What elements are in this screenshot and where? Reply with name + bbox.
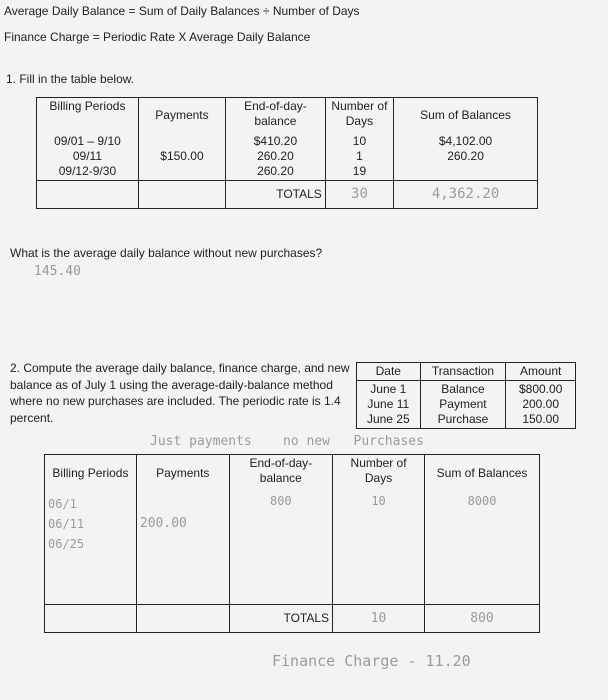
q1-prompt: 1. Fill in the table below. [6, 72, 135, 86]
q1-periods-cell [37, 133, 139, 181]
q1-balance: 260.20 [257, 148, 294, 163]
q1-header-number-of-days: Number of Days [325, 98, 393, 133]
q1-header-billing-periods: Billing Periods [37, 98, 139, 133]
q2-days: 10 [371, 493, 386, 508]
q2-period: 06/1 [48, 496, 77, 511]
q1-total-sum: 4,362.20 [394, 181, 538, 209]
q1-period: 09/12-9/30 [58, 163, 117, 178]
q2-payment [140, 494, 226, 514]
q2-sum: 8000 [467, 493, 497, 508]
q1-table [36, 97, 538, 209]
q2-payment: 200.00 [139, 515, 187, 531]
q1-header-end-of-day-balance: End-of-day-balance [226, 98, 326, 133]
q2-period: 06/11 [48, 516, 85, 531]
q1-days: 1 [356, 148, 363, 163]
q2-totals-empty [136, 605, 229, 633]
q1-period: 09/11 [72, 148, 102, 163]
q2-table [44, 454, 540, 633]
formula-average-daily-balance: Average Daily Balance = Sum of Daily Balances ÷ Number of Days [4, 4, 360, 18]
q2-sums-cell [425, 493, 540, 605]
q1-sum: 260.20 [447, 148, 484, 163]
q1-header-payments: Payments [138, 98, 225, 133]
q2-header-number-of-days: Number of Days [333, 455, 425, 493]
tx-header-amount: Amount [506, 363, 576, 381]
q1-totals-empty [37, 181, 139, 209]
tx-date: June 25 [366, 412, 410, 426]
q2-handwritten-note: Just payments no new Purchases [150, 434, 424, 449]
tx-amount: 200.00 [522, 397, 560, 411]
q1-payment [142, 134, 222, 149]
q2-balances-cell [229, 493, 332, 605]
q1-totals-empty [138, 181, 225, 209]
tx-header-transaction: Transaction [420, 363, 506, 381]
q2-days-cell [333, 493, 425, 605]
tx-type: Purchase [437, 412, 489, 426]
q1-balance: 260.20 [257, 163, 294, 178]
q1-days: 19 [352, 163, 367, 178]
tx-dates-cell [357, 381, 421, 429]
q1-header-sum-of-balances: Sum of Balances [394, 98, 538, 133]
q2-periods-cell [45, 493, 137, 605]
tx-amount: $800.00 [518, 382, 563, 396]
q1-payments-cell [138, 133, 225, 181]
formula-finance-charge: Finance Charge = Periodic Rate X Average Daily Balance [4, 30, 311, 44]
q1-period: 09/01 – 9/10 [54, 133, 121, 148]
tx-amounts-cell [506, 381, 576, 429]
tx-date: June 11 [367, 397, 410, 411]
q1-total-days: 30 [325, 181, 393, 209]
tx-date: June 1 [370, 382, 407, 396]
q2-header-end-of-day-balance: End-of-day-balance [229, 455, 332, 493]
tx-type: Payment [439, 397, 487, 411]
tx-type: Balance [441, 382, 485, 396]
q2-payments-cell [136, 493, 229, 605]
q2-balance: 800 [269, 493, 292, 508]
q1-totals-label: TOTALS [226, 181, 326, 209]
q2-transactions-table [356, 362, 576, 429]
q1-balances-cell [226, 133, 326, 181]
q2-period: 06/25 [48, 536, 85, 551]
q2-total-sum: 800 [425, 605, 540, 633]
q1-sum: $4,102.00 [438, 133, 493, 148]
tx-header-date: Date [357, 363, 421, 381]
q1-payment: $150.00 [160, 148, 204, 163]
q1-answer: 145.40 [34, 264, 81, 279]
q1-balance: $410.20 [253, 133, 298, 148]
q2-prompt: 2. Compute the average daily balance, finance charge, and new balance as of July 1 using the average-daily-balance method where no new purchases are included. The periodic rate is 1.4 percent. [10, 361, 350, 425]
tx-amount: 150.00 [522, 412, 560, 426]
q2-totals-empty [45, 605, 137, 633]
q1-sums-cell [394, 133, 538, 181]
q2-header-billing-periods: Billing Periods [45, 455, 137, 493]
q2-header-sum-of-balances: Sum of Balances [425, 455, 540, 493]
tx-types-cell [420, 381, 506, 429]
q2-totals-label: TOTALS [229, 605, 332, 633]
q1-question: What is the average daily balance without new purchases? [10, 246, 323, 260]
q1-days: 10 [352, 133, 367, 148]
q2-header-payments: Payments [136, 455, 229, 493]
q1-days-cell [325, 133, 393, 181]
q2-total-days: 10 [333, 605, 425, 633]
q2-finance-charge: Finance Charge - 11.20 [272, 652, 471, 670]
